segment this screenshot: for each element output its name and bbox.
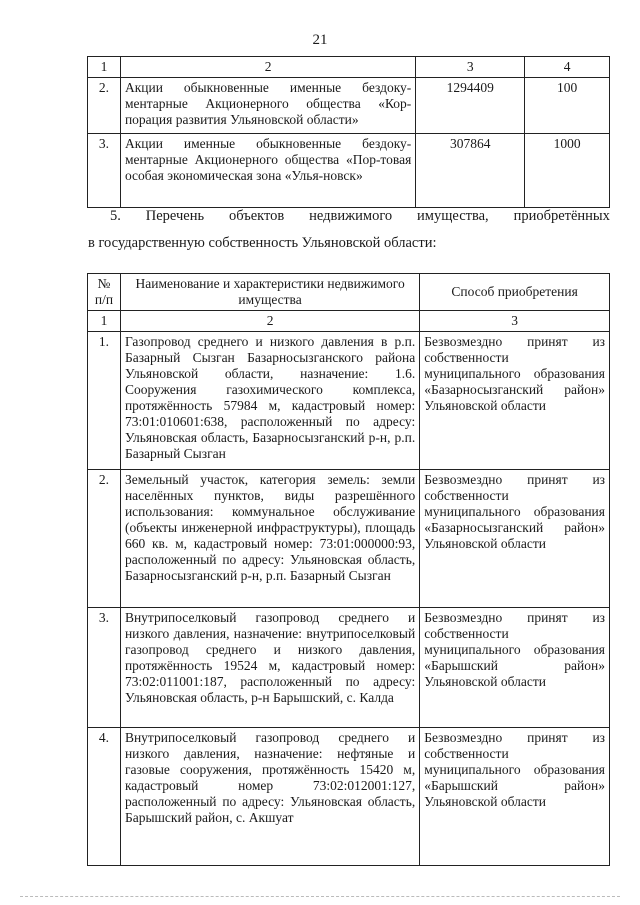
row-number: 3. [88, 134, 121, 208]
table-row [88, 78, 610, 134]
row-method: Безвозмездно принят из собственности муниципального образования «Барышский район» Ульяновской области [420, 728, 610, 866]
row-method: Безвозмездно принят из собственности муниципального образования «Базарносызганский район» Ульяновской области [420, 332, 610, 470]
table-row [88, 728, 610, 866]
section-word: 5. [110, 208, 121, 224]
col-header-1: 1 [88, 57, 121, 78]
row-name: Земельный участок, категория земель: земли населённых пунктов, виды разрешённого использования: коммунальное обслуживание (объекты инженерной инфраструктуры), площадь 660 кв. м, кадастровый номер: 73:01:000000:93, расположенный по адресу: Ульяновская область, Базарносызганский р-н, р.п. Базарный Сызган [120, 470, 419, 608]
section-word: приобретённых [513, 208, 610, 224]
col-number-1: 1 [88, 311, 121, 332]
row-name: Внутрипоселковый газопровод среднего и низкого давления, назначение: нефтяные и газовые сооружения, протяжённость 15420 м, кадастровый номер 73:02:012001:127, расположенный по адресу: Ульяновская область, Барышский район, с. Акшуат [120, 728, 419, 866]
row-method: Безвозмездно принят из собственности муниципального образования «Базарносызганский район» Ульяновской области [420, 470, 610, 608]
scan-edge-line [20, 896, 620, 897]
section-heading-cont: в государственную собственность Ульяновской области: [88, 235, 437, 251]
row-quantity: 307864 [416, 134, 525, 208]
row-quantity: 1294409 [416, 78, 525, 134]
table-row [88, 470, 610, 608]
row-name: Акции обыкновенные именные бездоку-ментарные Акционерного общества «Кор-порация развития Ульяновской области» [120, 78, 415, 134]
row-name: Акции именные обыкновенные бездоку-ментарные Акционерного общества «Пор-товая особая экономическая зона «Улья-новск» [120, 134, 415, 208]
table-row [88, 134, 610, 208]
page-number: 21 [312, 32, 328, 48]
row-number: 2. [88, 470, 121, 608]
section-word: объектов [228, 208, 285, 224]
row-method: Безвозмездно принят из собственности муниципального образования «Барышский район» Ульяновской области [420, 608, 610, 728]
table-header-row [88, 57, 610, 78]
col-number-3: 3 [420, 311, 610, 332]
header-num: № п/п [88, 274, 121, 311]
table-row [88, 608, 610, 728]
row-name: Газопровод среднего и низкого давления в р.п. Базарный Сызган Базарносызганского района Ульяновской области, назначение: 1.6. Сооружения газохимического комплекса, протяжённость 57984 м, кадастровый номер: 73:01:010601:638, расположенный по адресу: Ульяновская область, Базарносызганский р-н, р.п. Базарный Сызган [120, 332, 419, 470]
row-number: 3. [88, 608, 121, 728]
header-name: Наименование и характеристики недвижимого имущества [120, 274, 419, 311]
section-word: имущества, [417, 208, 489, 224]
col-header-3: 3 [416, 57, 525, 78]
col-header-2: 2 [120, 57, 415, 78]
section-heading [110, 208, 610, 225]
shares-table [87, 56, 610, 208]
row-number: 4. [88, 728, 121, 866]
row-number: 1. [88, 332, 121, 470]
row-value: 100 [525, 78, 610, 134]
section-word: Перечень [145, 208, 205, 224]
row-value: 1000 [525, 134, 610, 208]
column-number-row [88, 311, 610, 332]
section-word: недвижимого [309, 208, 393, 224]
col-header-4: 4 [525, 57, 610, 78]
table-row [88, 332, 610, 470]
real-estate-table [87, 273, 610, 866]
header-method: Способ приобретения [420, 274, 610, 311]
col-number-2: 2 [120, 311, 419, 332]
table-header-row [88, 274, 610, 311]
row-number: 2. [88, 78, 121, 134]
row-name: Внутрипоселковый газопровод среднего и низкого давления, назначение: внутрипоселковый газопровод среднего и низкого давления, протяжённость 19524 м, кадастровый номер: 73:02:011001:187, расположенный по адресу: Ульяновская область, р-н Барышский, с. Калда [120, 608, 419, 728]
